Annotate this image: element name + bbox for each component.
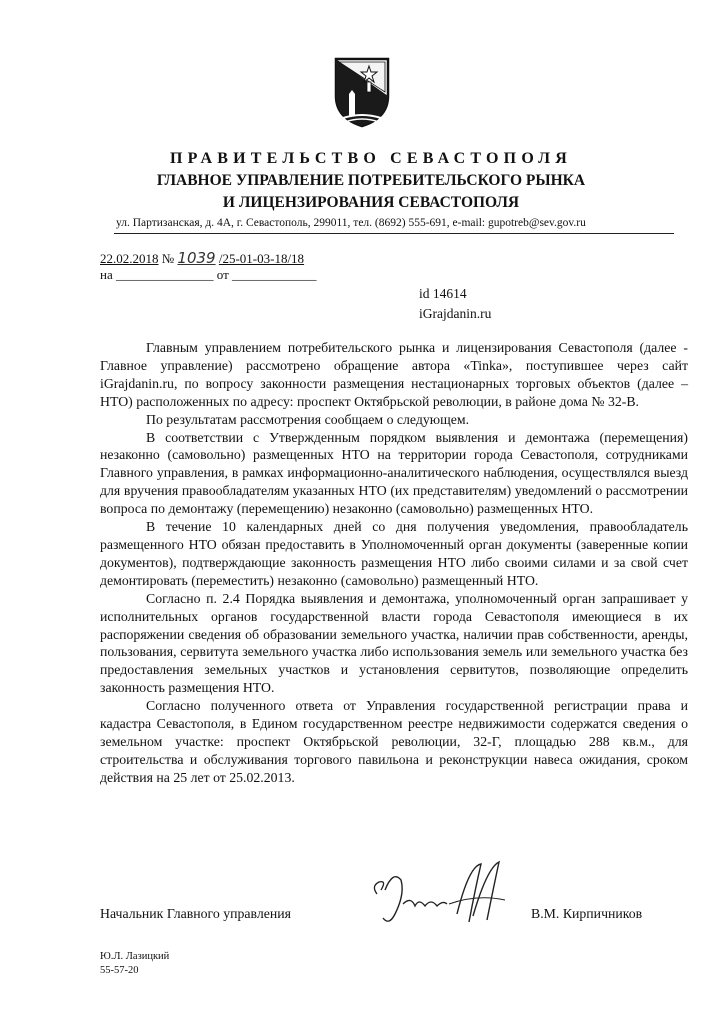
body-paragraph: По результатам рассмотрения сообщаем о следующем. [146, 411, 470, 427]
number-sign: № [161, 251, 175, 266]
body-paragraph: Согласно полученного ответа от Управления государственной регистрации права и кадастра Севастополя, в Едином государственном реестре недвижимости содержатся сведения о земельном участке: проспект Октябрьской революции, 32-Г, площадью 288 кв.м., для строительства и обслуживания торгового павильона и реконструкции навеса ожидания, сроком действия на 25 лет от 25.02.2013. [100, 698, 688, 785]
header-divider [114, 233, 674, 234]
recipient-site: iGrajdanin.ru [419, 306, 492, 321]
body-paragraph: В течение 10 календарных дней со дня получения уведомления, правообладатель размещенного НТО обязан предоставить в Уполномоченный орган документы (заверенные копии документов), подтверждающие законность размещения НТО либо своими силами и за свой счет демонтировать (переместить) незаконно (самовольно) размещенный НТО. [100, 519, 688, 588]
from-label: от [216, 267, 229, 282]
on-blank: _______________ [115, 267, 214, 282]
department-address: ул. Партизанская, д. 4А, г. Севастополь, 299011, тел. (8692) 555-691, e-mail: gupotreb@sev.gov.ru [116, 217, 586, 229]
registration-number-suffix: /25-01-03-18/18 [218, 251, 305, 266]
registration-date: 22.02.2018 [100, 251, 159, 266]
department-title-line2: И ЛИЦЕНЗИРОВАНИЯ СЕВАСТОПОЛЯ [222, 194, 520, 211]
handwritten-signature [365, 860, 525, 935]
handwritten-number: 1039 [177, 249, 216, 267]
letter-body [100, 339, 688, 787]
signatory-name: В.М. Кирпичников [531, 906, 643, 921]
body-paragraph: Согласно п. 2.4 Порядка выявления и демонтажа, уполномоченный орган запрашивает у исполнительных органов государственной власти города Севастополя имеющиеся в их распоряжении сведения об образовании земельного участка, наличии прав собственности, аренды, пользования, сервитута земельного участка либо использования земель или земельного участка без предоставления земельных участков и установления сервитутов, позволяющие определить законность размещения НТО. [100, 590, 688, 696]
coat-of-arms-icon [333, 56, 391, 128]
reply-to-line [100, 267, 317, 283]
body-paragraph: В соответствии с Утвержденным порядком выявления и демонтажа (перемещения) незаконно (самовольно) размещенных НТО на территории города Севастополя, сотрудниками Главного управления, в рамках информационно-аналитического наблюдения, осуществлялся выезд для вручения правообладателям указанных НТО (их представителям) уведомлений о рассмотрении вопроса по демонтажу (перемещению) незаконно (самовольно) размещенных НТО. [100, 429, 688, 517]
body-paragraph: Главным управлением потребительского рынка и лицензирования Севастополя (далее - Главное управление) рассмотрено обращение автора «Tinka», поступившее через сайт iGrajdanin.ru, по вопросу законности размещения нестационарных торговых объектов (далее – НТО) расположенных по адресу: проспект Октябрьской революции, в районе дома № 32-В. [100, 340, 688, 409]
executor-phone: 55-57-20 [100, 965, 139, 976]
executor-name: Ю.Л. Лазицкий [100, 951, 170, 962]
on-label: на [100, 267, 113, 282]
department-title-line1: ГЛАВНОЕ УПРАВЛЕНИЕ ПОТРЕБИТЕЛЬСКОГО РЫНКА [156, 172, 586, 189]
registration-line [100, 249, 304, 267]
government-title: ПРАВИТЕЛЬСТВО СЕВАСТОПОЛЯ [169, 150, 573, 167]
from-blank: _____________ [232, 267, 317, 282]
recipient-id: id 14614 [419, 286, 467, 301]
signatory-position: Начальник Главного управления [100, 906, 291, 921]
